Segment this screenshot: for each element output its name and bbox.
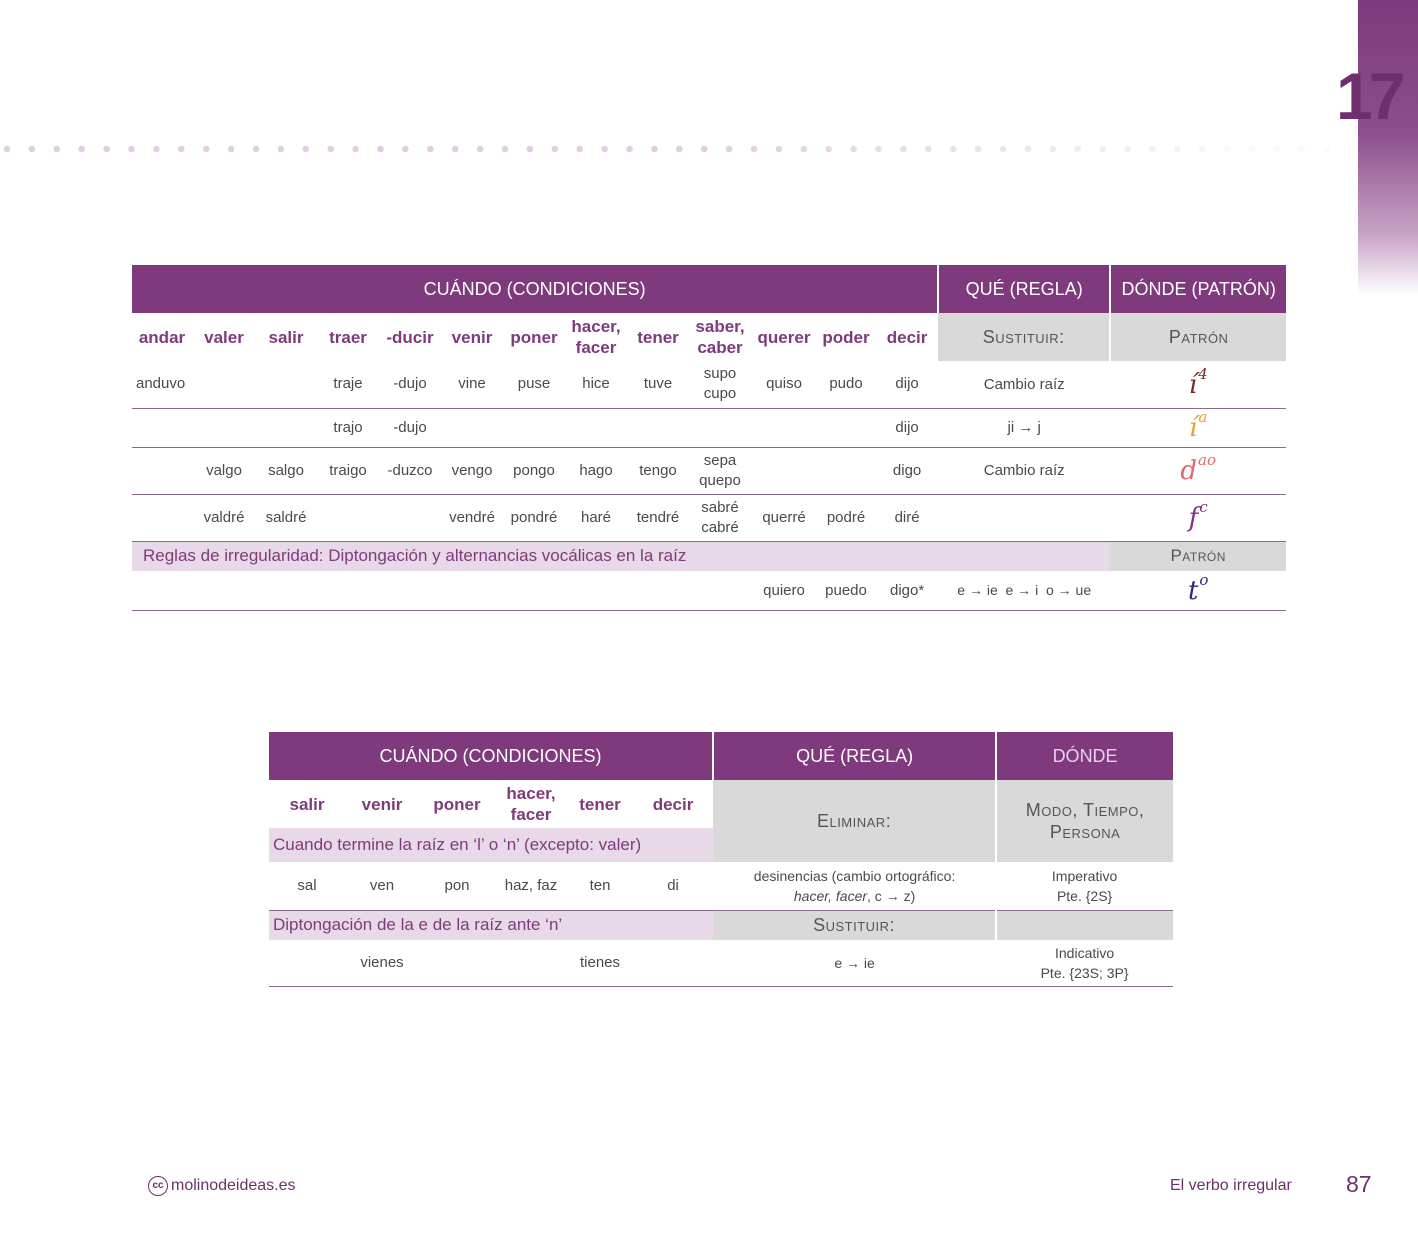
conjugation-cell: -duzco [380, 447, 440, 494]
conjugation-cell: valdré [192, 494, 256, 541]
conjugation-row [132, 408, 1286, 447]
conjugation-cell: sabré cabré [688, 494, 752, 541]
regla-cell: Cambio raíz [938, 447, 1110, 494]
conjugation-cell [256, 361, 316, 408]
verb-header: salir [289, 794, 325, 814]
apocope-table [269, 732, 1173, 987]
conjugation-cell [440, 408, 504, 447]
conjugation-cell: supo cupo [688, 361, 752, 408]
verb-header: poder [822, 327, 870, 347]
conjugation-cell [380, 571, 440, 610]
conjugation-cell: tienes [567, 940, 633, 986]
conjugation-cell: querré [752, 494, 816, 541]
conjugation-cell [564, 571, 628, 610]
donde-indicativo: Indicativo Pte. {23S; 3P} [996, 940, 1173, 986]
conjugation-cell: quiso [752, 361, 816, 408]
conjugation-cell [192, 408, 256, 447]
patron-symbol [1110, 571, 1286, 610]
conjugation-cell [380, 494, 440, 541]
verb-header: andar [138, 327, 186, 347]
patron-symbol [1110, 494, 1286, 541]
conjugation-cell: dijo [876, 408, 938, 447]
conjugation-cell [440, 571, 504, 610]
conjugation-cell: haré [564, 494, 628, 541]
verb-header: venir [451, 327, 493, 347]
patron-glyph [1180, 451, 1216, 486]
conjugation-cell: anduvo [132, 361, 192, 408]
verb-header: hacer, facer [571, 317, 621, 357]
regla-alternancias: e → ie e → i o → ue [938, 571, 1110, 610]
patron-glyph [1188, 364, 1208, 400]
band-patron-header: Patrón [1110, 541, 1286, 571]
donde-header: DÓNDE (PATRÓN) [1110, 265, 1286, 313]
conjugation-cell [633, 940, 713, 986]
regla-eliminar-header: Eliminar: [713, 780, 996, 862]
chapter-side-tab [1358, 0, 1418, 295]
conjugation-cell [816, 408, 876, 447]
conjugation-cell: traigo [316, 447, 380, 494]
patron-glyph [1187, 570, 1209, 606]
patron-superscript: c [1199, 498, 1208, 517]
conjugation-cell [256, 571, 316, 610]
verb-header: decir [652, 794, 694, 814]
creative-commons-icon: cc [148, 1176, 168, 1196]
conjugation-cell: traje [316, 361, 380, 408]
footer-site-label: molinodeideas.es [171, 1177, 296, 1194]
patron-glyph [1188, 498, 1208, 533]
verb-header: decir [886, 327, 928, 347]
conjugation-cell: diré [876, 494, 938, 541]
conjugation-cell: puse [504, 361, 564, 408]
verb-header: poner [433, 794, 481, 814]
page-number: 87 [1346, 1171, 1372, 1197]
conjugation-cell [816, 447, 876, 494]
conjugation-cell [752, 408, 816, 447]
patron-letter: í [1188, 369, 1198, 400]
conjugation-cell: pon [419, 862, 495, 910]
conjugation-cell [256, 408, 316, 447]
verb-header: traer [329, 327, 367, 347]
patron-superscript: o [1199, 570, 1209, 589]
regla-cell: Cambio raíz [938, 361, 1110, 408]
regla-sustituir-header: Sustituir: [938, 313, 1110, 361]
regla-cell: ji → j [938, 408, 1110, 447]
patron-superscript: 4 [1198, 364, 1208, 383]
conjugation-cell [269, 940, 345, 986]
regla-desinencias-text: desinencias (cambio ortográfico: [753, 867, 956, 884]
patron-letter: t [1187, 575, 1199, 606]
conjugation-cell: haz, faz [495, 862, 567, 910]
conjugation-cell: pongo [504, 447, 564, 494]
conjugation-cell: podré [816, 494, 876, 541]
conjugation-cell: ven [345, 862, 419, 910]
conjugation-cell: saldré [256, 494, 316, 541]
conjugation-cell: salgo [256, 447, 316, 494]
footer-section-title: El verbo irregular [1170, 1177, 1292, 1194]
conjugation-cell [628, 408, 688, 447]
verb-header: venir [361, 794, 403, 814]
donde-empty [996, 910, 1173, 940]
conjugation-cell [132, 571, 192, 610]
cuando-header-2: CUÁNDO (CONDICIONES) [269, 732, 713, 780]
verb-header: valer [204, 327, 244, 347]
conjugation-cell: -dujo [380, 408, 440, 447]
conjugation-cell: digo [876, 447, 938, 494]
patron-glyph [1189, 408, 1208, 443]
footer-site[interactable] [148, 1176, 296, 1196]
regla-desinencias-tail: , c → z) [867, 887, 916, 904]
conjugation-cell: -dujo [380, 361, 440, 408]
conjugation-cell: digo* [876, 571, 938, 610]
conjugation-row [132, 361, 1286, 408]
conjugation-cell: vendré [440, 494, 504, 541]
conjugation-cell: sal [269, 862, 345, 910]
chapter-number: 17 [1336, 59, 1402, 133]
que-header: QUÉ (REGLA) [938, 265, 1110, 313]
conjugation-cell: sepa quepo [688, 447, 752, 494]
conjugation-cell [192, 571, 256, 610]
conjugation-cell: di [633, 862, 713, 910]
cuando-header: CUÁNDO (CONDICIONES) [132, 265, 938, 313]
conjugation-cell: vine [440, 361, 504, 408]
conjugation-cell [628, 571, 688, 610]
donde-imperativo: Imperativo Pte. {2S} [996, 862, 1173, 910]
conjugation-cell [688, 571, 752, 610]
conjugation-cell: quiero [752, 571, 816, 610]
band-diptongacion-e: Diptongación de la e de la raíz ante ‘n’ [269, 910, 713, 940]
conjugation-cell [504, 408, 564, 447]
conjugation-cell [688, 408, 752, 447]
regla-sustituir-2: Sustituir: [713, 910, 996, 940]
conjugation-cell [192, 361, 256, 408]
modo-tiempo-persona-header: Modo, Tiempo, Persona [996, 780, 1173, 862]
irregular-verbs-table [132, 265, 1286, 611]
conjugation-cell: vengo [440, 447, 504, 494]
conjugation-cell [316, 494, 380, 541]
verb-header: poner [510, 327, 558, 347]
conjugation-cell [132, 408, 192, 447]
donde-header-2: DÓNDE [996, 732, 1173, 780]
conjugation-cell: puedo [816, 571, 876, 610]
patron-superscript: a [1198, 408, 1208, 427]
patron-letter: f [1188, 502, 1199, 533]
conjugation-cell [132, 494, 192, 541]
conjugation-cell [495, 940, 567, 986]
verb-header: hacer, facer [506, 784, 556, 824]
dotted-divider [0, 143, 1340, 155]
conjugation-cell: tuve [628, 361, 688, 408]
patron-superscript: ao [1198, 451, 1216, 470]
patron-letter: í [1189, 412, 1198, 443]
band-diptongacion: Reglas de irregularidad: Diptongación y alternancias vocálicas en la raíz [132, 541, 1110, 571]
conjugation-cell: pudo [816, 361, 876, 408]
conjugation-cell [316, 571, 380, 610]
regla-desinencias [713, 862, 996, 910]
conjugation-cell: hice [564, 361, 628, 408]
verb-header: salir [268, 327, 304, 347]
conjugation-row [132, 447, 1286, 494]
verb-header: tener [637, 327, 679, 347]
patron-symbol [1110, 361, 1286, 408]
conjugation-cell: hago [564, 447, 628, 494]
conjugation-cell [504, 571, 564, 610]
verb-header: querer [757, 327, 811, 347]
regla-e-ie: e → ie [713, 940, 996, 986]
conjugation-cell [564, 408, 628, 447]
conjugation-cell: vienes [345, 940, 419, 986]
conjugation-cell: trajo [316, 408, 380, 447]
conjugation-cell: pondré [504, 494, 564, 541]
patron-letter: d [1180, 455, 1198, 486]
regla-desinencias-italic: hacer, facer [793, 887, 868, 904]
conjugation-cell: ten [567, 862, 633, 910]
conjugation-cell: tengo [628, 447, 688, 494]
conjugation-cell: tendré [628, 494, 688, 541]
regla-cell [938, 494, 1110, 541]
verb-header: -ducir [386, 327, 434, 347]
band-raiz-l-n: Cuando termine la raíz en ‘l’ o ‘n’ (excepto: valer) [269, 828, 713, 862]
verb-header: saber, caber [695, 317, 745, 357]
patron-header: Patrón [1110, 313, 1286, 361]
conjugation-cell [419, 940, 495, 986]
verb-header: tener [579, 794, 621, 814]
patron-symbol [1110, 447, 1286, 494]
conjugation-cell: dijo [876, 361, 938, 408]
conjugation-cell [752, 447, 816, 494]
patron-symbol [1110, 408, 1286, 447]
que-header-2: QUÉ (REGLA) [713, 732, 996, 780]
conjugation-cell [132, 447, 192, 494]
conjugation-cell: valgo [192, 447, 256, 494]
conjugation-row [132, 494, 1286, 541]
